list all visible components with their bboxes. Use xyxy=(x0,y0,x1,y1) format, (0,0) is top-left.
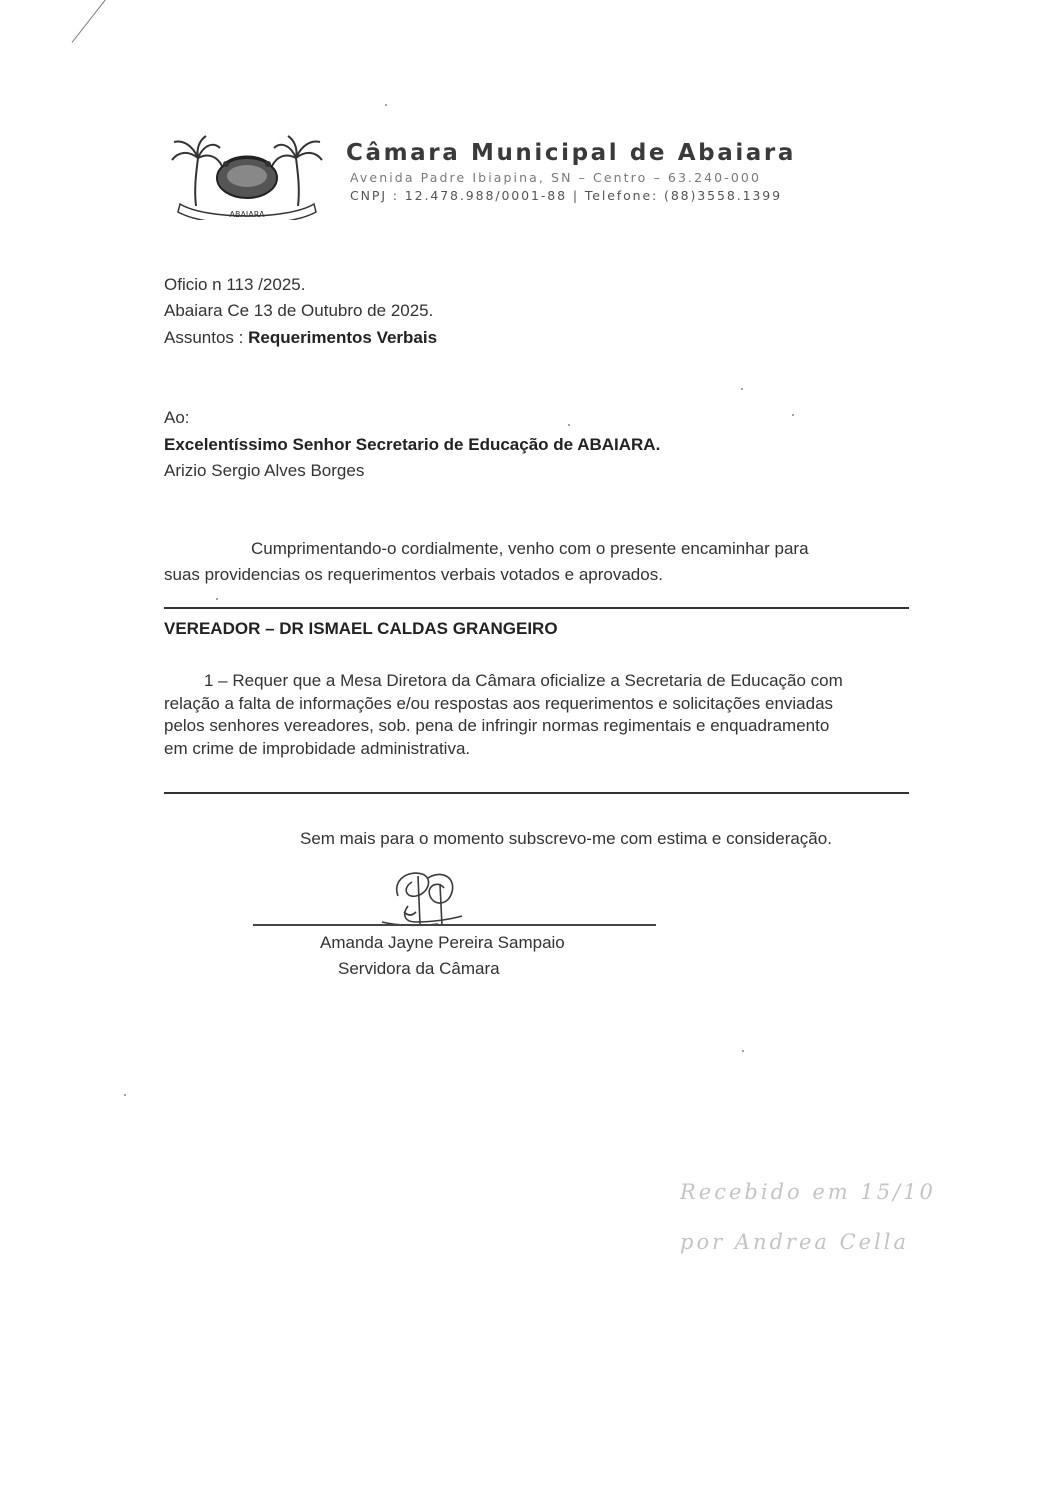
divider-top xyxy=(164,607,909,609)
request-line: em crime de improbidade administrativa. xyxy=(164,738,471,758)
org-name: Câmara Municipal de Abaiara xyxy=(346,140,796,166)
vereador-heading: VEREADOR – DR ISMAEL CALDAS GRANGEIRO xyxy=(164,619,558,638)
subject-value: Requerimentos Verbais xyxy=(248,328,438,347)
signer-name: Amanda Jayne Pereira Sampaio xyxy=(320,933,565,952)
handwritten-signature xyxy=(378,866,470,938)
request-paragraph xyxy=(164,670,926,760)
request-line: 1 – Requer que a Mesa Diretora da Câmara oficialize a Secretaria de Educação com xyxy=(204,671,843,690)
divider-bottom xyxy=(164,792,909,794)
recipient-name: Arizio Sergio Alves Borges xyxy=(164,461,365,480)
scan-speck xyxy=(568,424,570,426)
greeting-line-1: Cumprimentando-o cordialmente, venho com o presente encaminhar para xyxy=(251,539,809,558)
scan-stray-mark xyxy=(72,0,110,43)
scan-speck xyxy=(216,598,218,600)
handwritten-receipt-note: por Andrea Cella xyxy=(680,1230,910,1254)
org-contact: CNPJ : 12.478.988/0001-88 | Telefone: (88)3558.1399 xyxy=(350,188,782,203)
request-line: pelos senhores vereadores, sob. pena de infringir normas regimentais e enquadramento xyxy=(164,716,830,735)
oficio-number: Oficio n 113 /2025. xyxy=(164,275,306,294)
scan-speck xyxy=(124,1094,126,1096)
camara-seal-logo xyxy=(166,134,328,220)
place-date: Abaiara Ce 13 de Outubro de 2025. xyxy=(164,301,434,320)
subject-line xyxy=(164,327,437,349)
scan-speck xyxy=(792,414,794,416)
subject-label: Assuntos : xyxy=(164,328,244,347)
scan-speck xyxy=(742,1050,744,1052)
closing-line: Sem mais para o momento subscrevo-me com estima e consideração. xyxy=(300,829,832,848)
greeting-line-2: suas providencias os requerimentos verbais votados e aprovados. xyxy=(164,565,663,584)
to-label: Ao: xyxy=(164,408,190,427)
recipient-title: Excelentíssimo Senhor Secretario de Educação de ABAIARA. xyxy=(164,435,661,454)
org-address: Avenida Padre Ibiapina, SN – Centro – 63.240-000 xyxy=(350,170,761,185)
handwritten-receipt-note: Recebido em 15/10 xyxy=(680,1180,936,1204)
signer-role: Servidora da Câmara xyxy=(338,959,500,978)
signature-line xyxy=(253,924,656,926)
scan-speck xyxy=(741,388,743,390)
request-line: relação a falta de informações e/ou respostas aos requerimentos e solicitações enviadas xyxy=(164,693,834,713)
scan-speck xyxy=(385,104,387,106)
svg-text:ABAIARA: ABAIARA xyxy=(229,210,265,219)
